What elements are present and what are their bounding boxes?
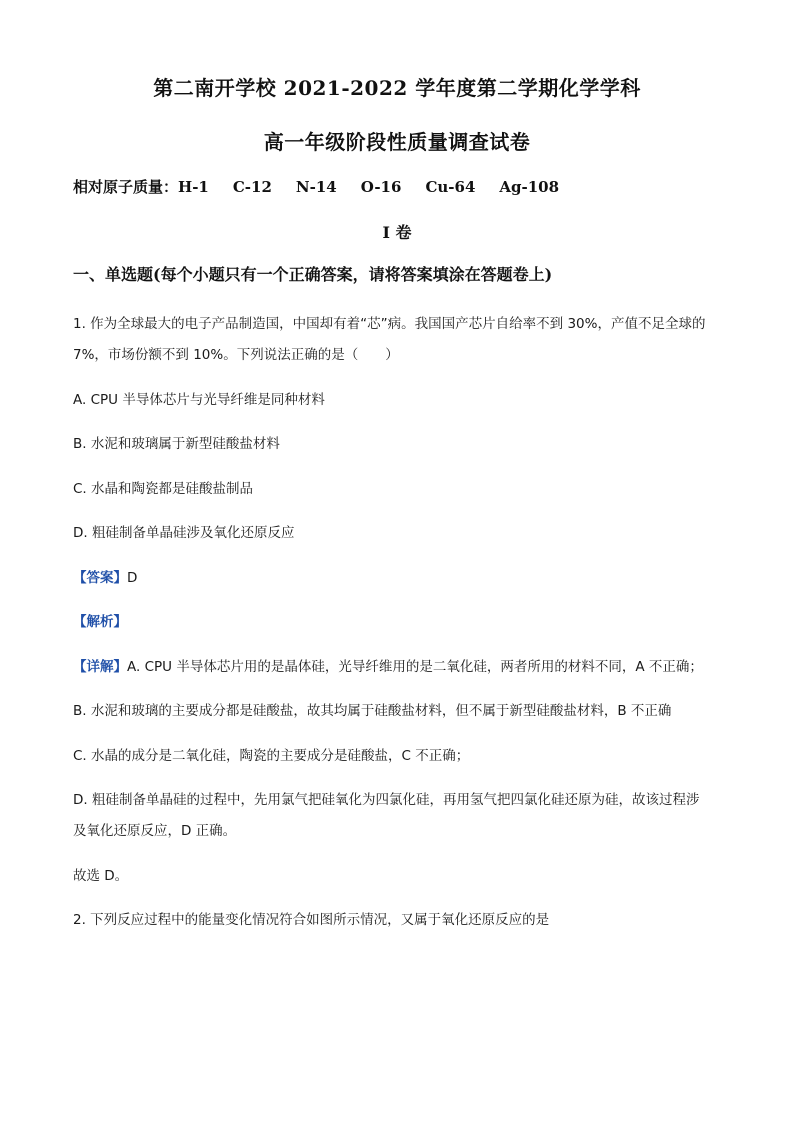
mass-h: H-1 xyxy=(178,178,209,196)
q1-analysis xyxy=(73,610,127,630)
q1-stem-line1: 1. 作为全球最大的电子产品制造国，中国却有着“芯”病。我国国产芯片自给率不到 30%，产值不足全球的 xyxy=(73,316,706,332)
detail-tag: 【详解】 xyxy=(73,659,127,675)
q1-option-a: A. CPU 半导体芯片与光导纤维是同种材料 xyxy=(73,392,325,408)
answer-value: D xyxy=(127,570,138,586)
q1-stem-line2: 7%，市场份额不到 10%。下列说法正确的是（ ） xyxy=(73,347,399,363)
volume-label: I 卷 xyxy=(382,223,412,242)
q1-conclusion: 故选 D。 xyxy=(73,868,129,884)
mass-n: N-14 xyxy=(295,178,337,196)
mass-cu: Cu-64 xyxy=(425,178,476,196)
q1-detail-line5: 及氧化还原反应，D 正确。 xyxy=(73,823,237,839)
q1-detail-line2: B. 水泥和玻璃的主要成分都是硅酸盐，故其均属于硅酸盐材料，但不属于新型硅酸盐材料，B 不正确 xyxy=(73,703,672,719)
analysis-tag: 【解析】 xyxy=(73,614,127,630)
q1-answer xyxy=(73,566,137,586)
mass-c: C-12 xyxy=(232,178,272,196)
answer-tag: 【答案】 xyxy=(73,570,127,586)
q1-option-c: C. 水晶和陶瓷都是硅酸盐制品 xyxy=(73,481,254,497)
q2-stem: 2. 下列反应过程中的能量变化情况符合如图所示情况，又属于氧化还原反应的是 xyxy=(73,912,550,928)
q1-detail-line4: D. 粗硅制备单晶硅的过程中，先用氯气把硅氧化为四氯化硅，再用氢气把四氯化硅还原为硅，故该过程涉 xyxy=(73,792,700,808)
atomic-masses-label: 相对原子质量： xyxy=(73,178,179,196)
exam-title-line1: 第二南开学校 2021-2022 学年度第二学期化学学科 xyxy=(153,76,641,100)
exam-title-line2: 高一年级阶段性质量调查试卷 xyxy=(263,130,531,154)
detail-text-a: A. CPU 半导体芯片用的是晶体硅，光导纤维用的是二氧化硅，两者所用的材料不同，A 不正确； xyxy=(127,659,703,675)
mass-ag: Ag-108 xyxy=(499,178,560,196)
atomic-masses xyxy=(73,176,559,197)
q1-option-b: B. 水泥和玻璃属于新型硅酸盐材料 xyxy=(73,436,280,452)
q1-detail-line1 xyxy=(73,655,703,675)
q1-option-d: D. 粗硅制备单晶硅涉及氧化还原反应 xyxy=(73,525,295,541)
mass-o: O-16 xyxy=(360,178,402,196)
section-title: 一、单选题(每个小题只有一个正确答案，请将答案填涂在答题卷上) xyxy=(73,265,553,284)
q1-detail-line3: C. 水晶的成分是二氧化硅，陶瓷的主要成分是硅酸盐，C 不正确； xyxy=(73,748,470,764)
